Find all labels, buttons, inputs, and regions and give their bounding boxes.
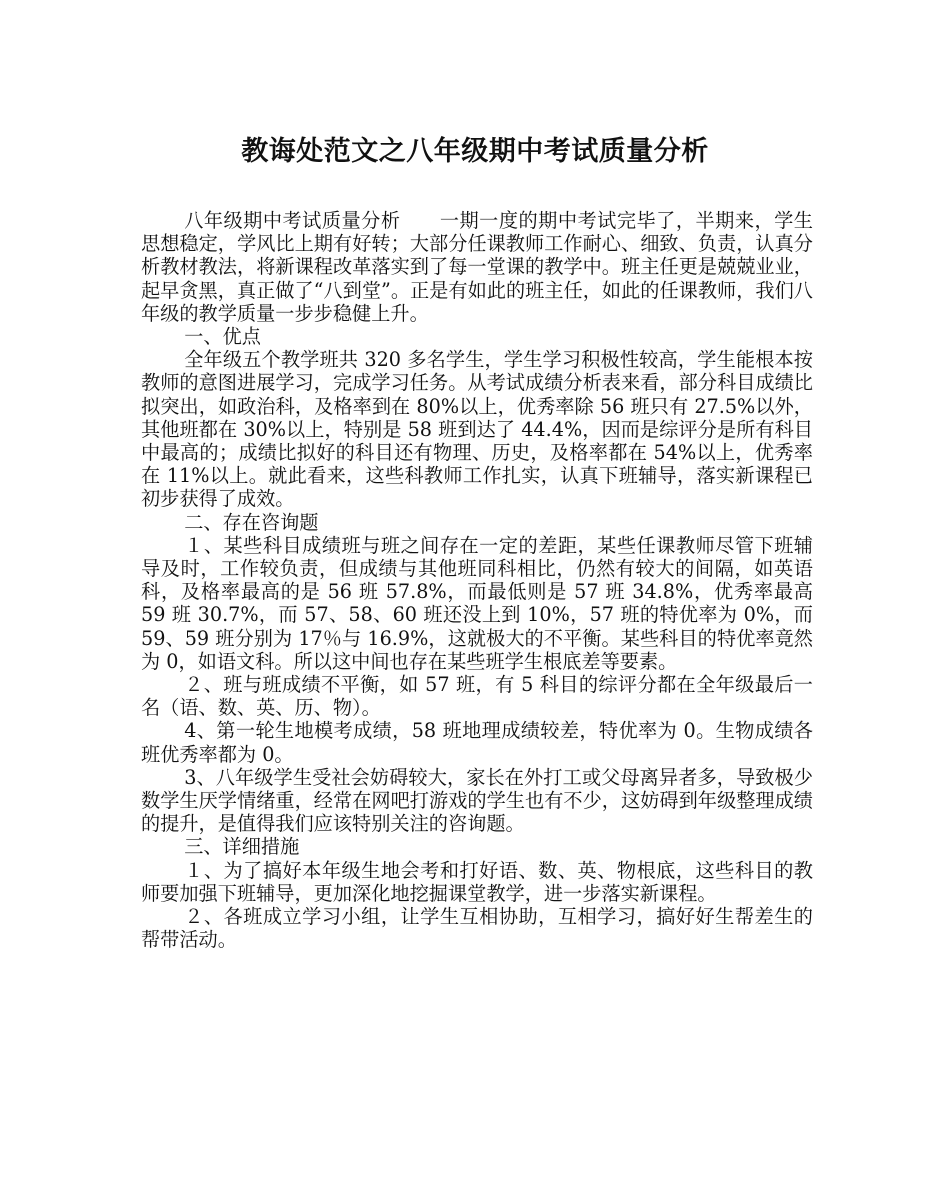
section-heading-problems: 二、存在咨询题 — [184, 510, 319, 534]
problem-paragraph-2: ２、班与班成绩不平衡，如 57 班，有 5 科目的综评分都在全年级最后一名（语、数、英、历、物）。 — [141, 673, 813, 720]
intro-paragraph: 八年级期中考试质量分析 一期一度的期中考试完毕了，半期来，学生思想稳定，学风比上期有好转；大部分任课教师工作耐心、细致、负责，认真分析教材教法，将新课程改革落实到了每一堂课的教学中。班主任更是兢兢业业，起早贪黑，真正做了“八到堂”。正是有如此的班主任，如此的任课教师，我们八年级的教学质量一步步稳健上升。 — [141, 209, 813, 325]
section-heading-measures: 三、详细措施 — [184, 835, 300, 859]
section-heading-strengths: 一、优点 — [184, 325, 261, 349]
problem-paragraph-4: 4、第一轮生地模考成绩，58 班地理成绩较差，特优率为 0。生物成绩各班优秀率都为 0。 — [141, 719, 813, 766]
problem-paragraph-3: 3、八年级学生受社会妨碍较大，家长在外打工或父母离异者多，导致极少数学生厌学情绪重，经常在网吧打游戏的学生也有不少，这妨碍到年级整理成绩的提升，是值得我们应该特别关注的咨询题。 — [141, 765, 813, 836]
problem-paragraph-1: １、某些科目成绩班与班之间存在一定的差距，某些任课教师尽管下班辅导及时，工作较负责，但成绩与其他班同科相比，仍然有较大的间隔，如英语科，及格率最高的是 56 班 57.8%，而最低则是 57 班 34.8%，优秀率最高 59 班 30.7%，而 57、58、60 班还没上到 10%，57 班的特优率为 0%，而 59、59 班分别为 17％与 16.9%，这就极大的不平衡。某些科目的特优率竟然为 0，如语文科。所以这中间也存在某些班学生根底差等要素。 — [141, 533, 813, 673]
document-title: 教诲处范文之八年级期中考试质量分析 — [241, 136, 709, 167]
measure-paragraph-2: ２、各班成立学习小组，让学生互相协助，互相学习，搞好好生帮差生的帮带活动。 — [141, 905, 813, 952]
strengths-paragraph: 全年级五个教学班共 320 多名学生，学生学习积极性较高，学生能根本按教师的意图进展学习，完成学习任务。从考试成绩分析表来看，部分科目成绩比拟突出，如政治科，及格率到在 80%以上，优秀率除 56 班只有 27.5%以外，其他班都在 30%以上，特别是 58 班到达了 44.4%，因而是综评分是所有科目中最高的；成绩比拟好的科目还有物理、历史，及格率都在 54%以上，优秀率在 11%以上。就此看来，这些科教师工作扎实，认真下班辅导，落实新课程已初步获得了成效。 — [141, 348, 813, 511]
measure-paragraph-1: １、为了搞好本年级生地会考和打好语、数、英、物根底，这些科目的教师要加强下班辅导，更加深化地挖掘课堂教学，进一步落实新课程。 — [141, 858, 813, 905]
document-body — [141, 209, 813, 952]
